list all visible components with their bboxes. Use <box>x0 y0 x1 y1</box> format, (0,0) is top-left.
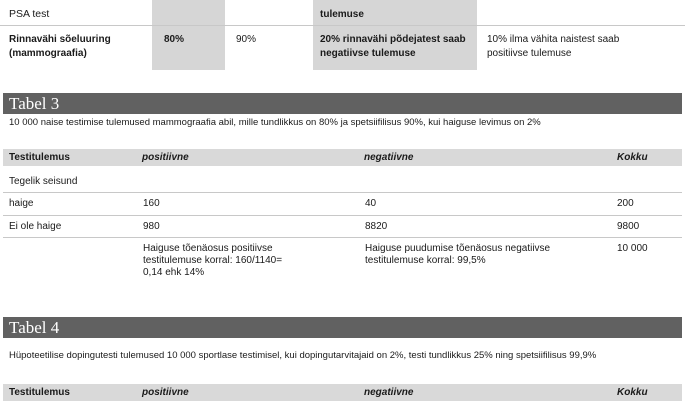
not-sick-positive: 980 <box>143 221 160 232</box>
mammography-specificity: 90% <box>236 34 257 45</box>
table-4-description: Hüpoteetilise dopingutesti tulemused 10 000 sportlase testimisel, kui dopingutarvitajaid on 2%, testi tundlikkus 25% ning spetsiifilisus 99,9% <box>9 350 597 361</box>
sick-total: 200 <box>617 198 634 209</box>
header-total: Kokku <box>617 152 648 163</box>
mammography-false-positive: 10% ilma vähita naistest saab positiivse tulemuse <box>487 34 620 59</box>
not-sick-total: 9800 <box>617 221 640 232</box>
row-label-mammography: Rinnavähi sõeluuring (mammograafia) <box>9 34 111 59</box>
mammography-false-negative: 20% rinnavähi põdejatest saab negatiivse tulemuse <box>320 34 466 59</box>
section-label-actual-status: Tegelik seisund <box>9 176 78 187</box>
psa-false-negative-cell: tulemuse <box>320 9 364 20</box>
summary-total: 10 000 <box>617 243 648 254</box>
sick-positive: 160 <box>143 198 160 209</box>
table-4-title: Tabel 4 <box>3 317 682 338</box>
row-divider <box>3 237 682 238</box>
mammography-sensitivity: 80% <box>164 34 185 45</box>
summary-negative: Haiguse puudumise tõenäosus negatiivse testitulemuse korral: 99,5% <box>365 243 551 266</box>
not-sick-negative: 8820 <box>365 221 388 232</box>
row-label-not-sick: Ei ole haige <box>9 221 62 232</box>
row-divider <box>3 215 682 216</box>
table-3-header-row <box>3 149 682 166</box>
header-test-result: Testitulemus <box>9 152 70 163</box>
row-divider <box>0 25 685 26</box>
header-total: Kokku <box>617 387 648 398</box>
sensitivity-column-shade <box>152 0 225 70</box>
header-negative: negatiivne <box>364 387 414 398</box>
row-label-sick: haige <box>9 198 34 209</box>
header-test-result: Testitulemus <box>9 387 70 398</box>
table-4-header-row <box>3 384 682 401</box>
row-label-psa: PSA test <box>9 8 50 20</box>
row-divider <box>3 192 682 193</box>
table-3-description: 10 000 naise testimise tulemused mammograafia abil, mille tundlikkus on 80% ja spetsiifilisus 90%, kui haiguse levimus on 2% <box>9 117 541 128</box>
summary-positive: Haiguse tõenäosus positiivse testitulemuse korral: 160/1140= 0,14 ehk 14% <box>143 243 283 278</box>
table-3-title: Tabel 3 <box>3 93 682 114</box>
header-negative: negatiivne <box>364 152 414 163</box>
sick-negative: 40 <box>365 198 377 209</box>
header-positive: positiivne <box>142 387 189 398</box>
header-positive: positiivne <box>142 152 189 163</box>
